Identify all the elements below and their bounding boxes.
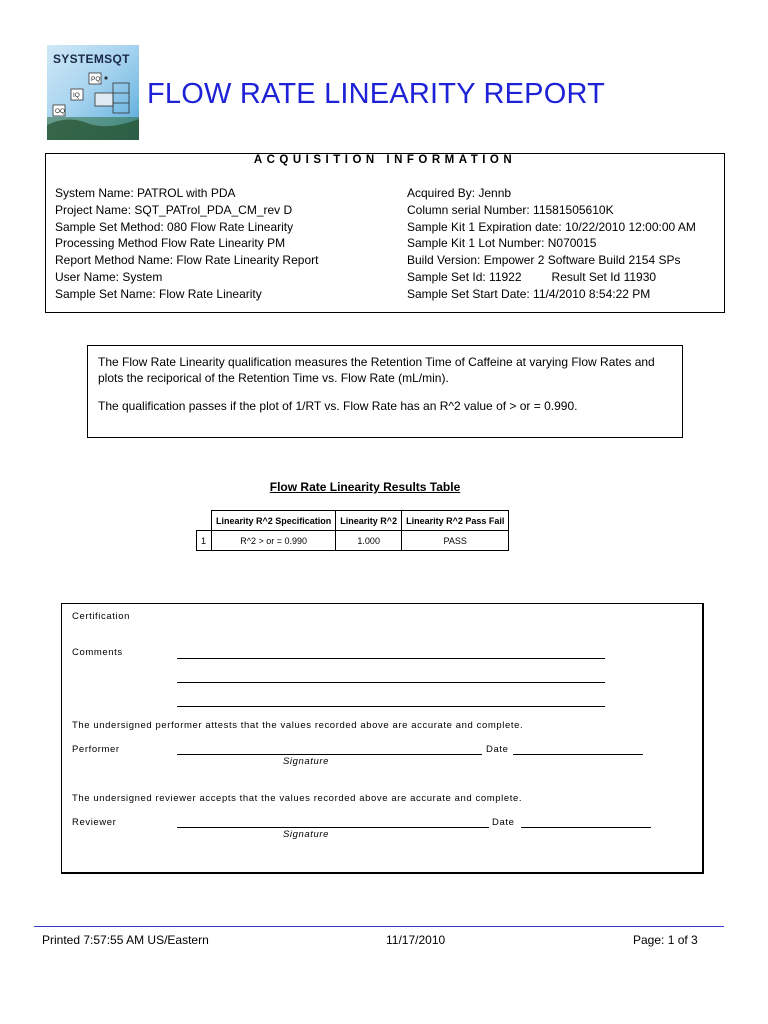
results-header-row (197, 511, 509, 531)
logo-tag-pq: PQ (91, 76, 101, 83)
results-index-header (197, 511, 212, 531)
user-name: User Name: System (55, 269, 163, 284)
project-name: Project Name: SQT_PATrol_PDA_CM_rev D (55, 202, 293, 217)
performer-signature-caption: Signature (283, 756, 330, 767)
report-title: FLOW RATE LINEARITY REPORT (147, 78, 605, 110)
performer-label: Performer (72, 744, 120, 755)
systemsqt-logo (47, 45, 139, 140)
processing-method: Processing Method Flow Rate Linearity PM (55, 236, 286, 251)
results-table-title: Flow Rate Linearity Results Table (269, 480, 461, 494)
results-table (196, 510, 509, 551)
spec-column-header: Linearity R^2 Specification (212, 511, 336, 531)
reviewer-signature-caption: Signature (283, 829, 330, 840)
spec-cell: R^2 > or = 0.990 (212, 531, 336, 551)
pass-fail-cell: PASS (402, 531, 509, 551)
build-version: Build Version: Empower 2 Software Build 2154 SPs (407, 253, 681, 268)
performer-date-line[interactable] (513, 754, 643, 755)
result-set-id: Result Set Id 11930 (551, 269, 657, 284)
report-method-name: Report Method Name: Flow Rate Linearity Report (55, 253, 319, 268)
footer-divider (34, 926, 724, 927)
table-row (197, 531, 509, 551)
reviewer-statement: The undersigned reviewer accepts that the values recorded above are accurate and complete. (72, 793, 523, 804)
sample-set-id: Sample Set Id: 11922 (407, 269, 522, 284)
footer-printed-time: Printed 7:57:55 AM US/Eastern (42, 933, 209, 947)
column-serial-number: Column serial Number: 11581505610K (407, 202, 614, 217)
comments-line-2[interactable] (177, 682, 605, 683)
reviewer-label: Reviewer (72, 817, 117, 828)
acquisition-header: ACQUISITION INFORMATION (253, 154, 517, 166)
qualification-description-box (87, 345, 683, 438)
reviewer-date-line[interactable] (521, 827, 651, 828)
comments-label: Comments (72, 647, 123, 658)
acquisition-right-column (407, 185, 696, 303)
set-ids-row (407, 269, 696, 286)
comments-line-1[interactable] (177, 658, 605, 659)
certification-title: Certification (72, 611, 130, 622)
performer-statement: The undersigned performer attests that the values recorded above are accurate and complete. (72, 720, 524, 731)
r2-cell: 1.000 (336, 531, 402, 551)
acquired-by: Acquired By: Jennb (407, 186, 512, 200)
acquisition-left-column (55, 185, 318, 303)
certification-box (61, 603, 704, 874)
logo-text: SYSTEMSQT (53, 52, 130, 66)
logo-tag-iq: IQ (73, 92, 80, 99)
r2-column-header: Linearity R^2 (336, 511, 402, 531)
acquisition-info-box (45, 153, 725, 313)
comments-line-3[interactable] (177, 706, 605, 707)
performer-date-label: Date (486, 744, 509, 755)
sample-set-name: Sample Set Name: Flow Rate Linearity (55, 286, 262, 301)
performer-signature-line[interactable] (177, 754, 482, 755)
footer-date: 11/17/2010 (386, 933, 446, 947)
description-paragraph-1: The Flow Rate Linearity qualification measures the Retention Time of Caffeine at varying Flow Rates and plots the reciporical of the Retention Time vs. Flow Rate (mL/min). (98, 355, 655, 385)
sample-set-start-date: Sample Set Start Date: 11/4/2010 8:54:22 PM (407, 286, 651, 301)
reviewer-signature-line[interactable] (177, 827, 489, 828)
reviewer-date-label: Date (492, 817, 515, 828)
sample-set-method: Sample Set Method: 080 Flow Rate Linearity (55, 219, 294, 234)
pass-fail-column-header: Linearity R^2 Pass Fail (402, 511, 509, 531)
description-paragraph-2: The qualification passes if the plot of 1/RT vs. Flow Rate has an R^2 value of > or = 0.990. (98, 399, 578, 413)
sample-kit-lot-number: Sample Kit 1 Lot Number: N070015 (407, 236, 597, 251)
sample-kit-expiration: Sample Kit 1 Expiration date: 10/22/2010 12:00:00 AM (407, 219, 696, 234)
system-name: System Name: PATROL with PDA (55, 186, 236, 200)
footer-page-number: Page: 1 of 3 (633, 933, 698, 947)
logo-tag-oq: OQ (55, 108, 66, 115)
row-index: 1 (197, 531, 212, 551)
